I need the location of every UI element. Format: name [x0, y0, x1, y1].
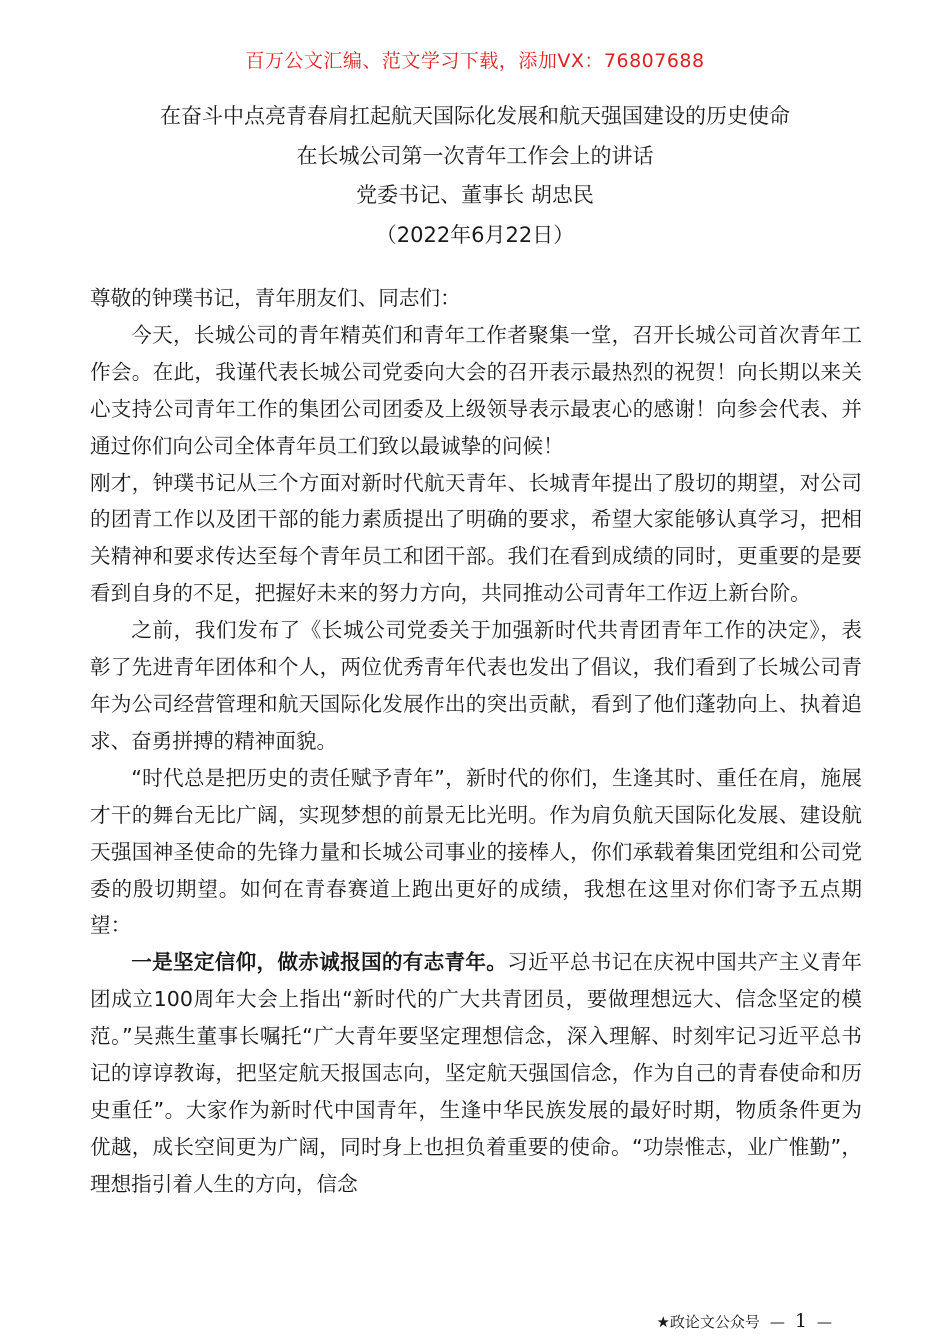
- speech-date: （2022年6月22日）: [375, 222, 575, 247]
- paragraph-heading: 一是坚定信仰，做赤诚报国的有志青年。: [131, 950, 508, 975]
- footer-source: ★政论文公众号: [656, 1313, 760, 1331]
- speech-title: 在奋斗中点亮青春肩扛起航天国际化发展和航天强国建设的历史使命: [160, 104, 790, 128]
- paragraph-text: 习近平总书记在庆祝中国共产主义青年团成立100周年大会上指出“新时代的广大共青团员，要做理想远大、信念坚定的模范。”吴燕生董事长嘱托“广大青年要坚定理想信念，深入理解、时刻牢记习近平总书记的谆谆教诲，把坚定航天报国志向，坚定航天强国信念，作为自己的青春使命和历史重任”。大家作为新时代中国青年，生逢中华民族发展的最好时期，物质条件更为优越，成长空间更为广阔，同时身上也担负着重要的使命。“功崇惟志，业广惟勤”，理想指引着人生的方向，信念: [90, 950, 863, 1196]
- page-footer: [656, 1310, 832, 1332]
- paragraph: “时代总是把历史的责任赋予青年”，新时代的你们，生逢其时、重任在肩，施展才干的舞台无比广阔，实现梦想的前景无比光明。作为肩负航天国际化发展、建设航天强国神圣使命的先锋力量和长城公司事业的接棒人，你们承载着集团党组和公司党委的殷切期望。如何在青春赛道上跑出更好的成绩，我想在这里对你们寄予五点期望：: [90, 765, 862, 938]
- paragraph: 刚才，钟璞书记从三个方面对新时代航天青年、长城青年提出了殷切的期望，对公司的团青工作以及团干部的能力素质提出了明确的要求，希望大家能够认真学习，把相关精神和要求传达至每个青年员工和团干部。我们在看到成绩的同时，更重要的是要看到自身的不足，把握好未来的努力方向，共同推动公司青年工作迈上新台阶。: [90, 470, 862, 606]
- speaker: 党委书记、董事长 胡忠民: [356, 183, 594, 207]
- paragraph: 之前，我们发布了《长城公司党委关于加强新时代共青团青年工作的决定》，表彰了先进青年团体和个人，两位优秀青年代表也发出了倡议，我们看到了长城公司青年为公司经营管理和航天国际化发展作出的突出贡献，看到了他们蓬勃向上、执着追求、奋勇拼搏的精神面貌。: [90, 618, 862, 753]
- paragraph: 今天，长城公司的青年精英们和青年工作者聚集一堂，召开长城公司首次青年工作会。在此，我谨代表长城公司党委向大会的召开表示最热烈的祝贺！向长期以来关心支持公司青年工作的集团公司团委及上级领导表示最衷心的感谢！向参会代表、并通过你们向公司全体青年员工们致以最诚挚的问候！: [90, 322, 862, 458]
- header-banner: 百万公文汇编、范文学习下载，添加VX：76807688: [245, 50, 705, 72]
- salutation: 尊敬的钟璞书记，青年朋友们、同志们：: [90, 286, 461, 310]
- paragraph: [90, 944, 862, 1202]
- speech-body: [90, 280, 862, 1203]
- dash-right: —: [817, 1313, 832, 1331]
- title-block: [0, 97, 950, 255]
- dash-left: —: [769, 1313, 785, 1331]
- speech-subtitle: 在长城公司第一次青年工作会上的讲话: [296, 143, 654, 168]
- page-number: 1: [794, 1310, 807, 1332]
